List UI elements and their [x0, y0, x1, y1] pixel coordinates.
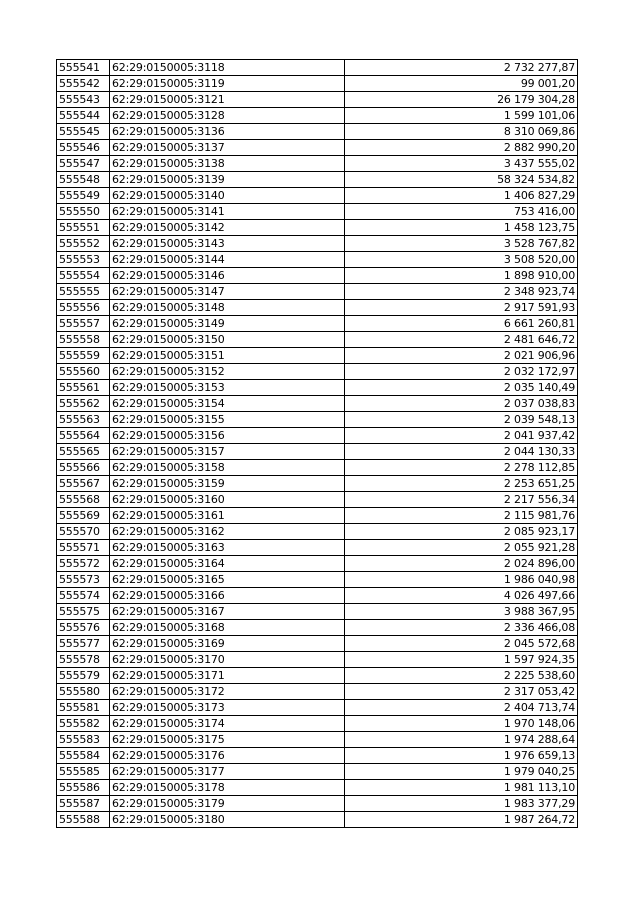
table-row	[57, 812, 578, 828]
row-number-cell: 555584	[57, 748, 110, 764]
table-row	[57, 92, 578, 108]
cadastral-value-cell: 2 217 556,34	[345, 492, 578, 508]
cadastral-value-cell: 2 917 591,93	[345, 300, 578, 316]
cadastral-value-cell: 2 035 140,49	[345, 380, 578, 396]
cadastral-number-cell: 62:29:0150005:3128	[110, 108, 345, 124]
row-number-cell: 555553	[57, 252, 110, 268]
row-number-cell: 555578	[57, 652, 110, 668]
cadastral-value-cell: 26 179 304,28	[345, 92, 578, 108]
cadastral-number-cell: 62:29:0150005:3150	[110, 332, 345, 348]
table-row	[57, 412, 578, 428]
row-number-cell: 555557	[57, 316, 110, 332]
row-number-cell: 555554	[57, 268, 110, 284]
cadastral-number-cell: 62:29:0150005:3168	[110, 620, 345, 636]
row-number-cell: 555560	[57, 364, 110, 380]
row-number-cell: 555542	[57, 76, 110, 92]
cadastral-value-cell: 2 115 981,76	[345, 508, 578, 524]
table-row	[57, 508, 578, 524]
cadastral-number-cell: 62:29:0150005:3165	[110, 572, 345, 588]
cadastral-number-cell: 62:29:0150005:3178	[110, 780, 345, 796]
table-body	[57, 60, 578, 828]
cadastral-value-cell: 2 317 053,42	[345, 684, 578, 700]
table-row	[57, 588, 578, 604]
table-row	[57, 76, 578, 92]
table-row	[57, 396, 578, 412]
cadastral-value-cell: 1 599 101,06	[345, 108, 578, 124]
table-row	[57, 236, 578, 252]
cadastral-number-cell: 62:29:0150005:3169	[110, 636, 345, 652]
table-row	[57, 556, 578, 572]
cadastral-value-cell: 6 661 260,81	[345, 316, 578, 332]
table-row	[57, 140, 578, 156]
cadastral-number-cell: 62:29:0150005:3147	[110, 284, 345, 300]
cadastral-value-cell: 2 039 548,13	[345, 412, 578, 428]
row-number-cell: 555548	[57, 172, 110, 188]
cadastral-number-cell: 62:29:0150005:3155	[110, 412, 345, 428]
cadastral-value-cell: 2 045 572,68	[345, 636, 578, 652]
table-row	[57, 252, 578, 268]
cadastral-number-cell: 62:29:0150005:3180	[110, 812, 345, 828]
cadastral-value-cell: 1 976 659,13	[345, 748, 578, 764]
table-row	[57, 780, 578, 796]
row-number-cell: 555573	[57, 572, 110, 588]
cadastral-value-cell: 2 225 538,60	[345, 668, 578, 684]
row-number-cell: 555561	[57, 380, 110, 396]
cadastral-number-cell: 62:29:0150005:3159	[110, 476, 345, 492]
cadastral-value-cell: 1 458 123,75	[345, 220, 578, 236]
table-row	[57, 188, 578, 204]
cadastral-value-cell: 1 974 288,64	[345, 732, 578, 748]
table-row	[57, 460, 578, 476]
table-row	[57, 108, 578, 124]
table-row	[57, 732, 578, 748]
table-row	[57, 172, 578, 188]
table-row	[57, 524, 578, 540]
cadastral-value-cell: 8 310 069,86	[345, 124, 578, 140]
row-number-cell: 555568	[57, 492, 110, 508]
row-number-cell: 555581	[57, 700, 110, 716]
cadastral-number-cell: 62:29:0150005:3141	[110, 204, 345, 220]
cadastral-value-cell: 753 416,00	[345, 204, 578, 220]
cadastral-value-cell: 2 037 038,83	[345, 396, 578, 412]
cadastral-number-cell: 62:29:0150005:3136	[110, 124, 345, 140]
cadastral-number-cell: 62:29:0150005:3164	[110, 556, 345, 572]
row-number-cell: 555544	[57, 108, 110, 124]
cadastral-number-cell: 62:29:0150005:3170	[110, 652, 345, 668]
cadastral-number-cell: 62:29:0150005:3140	[110, 188, 345, 204]
cadastral-value-cell: 1 597 924,35	[345, 652, 578, 668]
table-row	[57, 428, 578, 444]
table-row	[57, 156, 578, 172]
cadastral-value-cell: 1 981 113,10	[345, 780, 578, 796]
cadastral-value-cell: 2 085 923,17	[345, 524, 578, 540]
row-number-cell: 555562	[57, 396, 110, 412]
cadastral-number-cell: 62:29:0150005:3142	[110, 220, 345, 236]
row-number-cell: 555552	[57, 236, 110, 252]
cadastral-value-cell: 2 732 277,87	[345, 60, 578, 76]
cadastral-number-cell: 62:29:0150005:3176	[110, 748, 345, 764]
table-row	[57, 380, 578, 396]
cadastral-number-cell: 62:29:0150005:3158	[110, 460, 345, 476]
cadastral-value-cell: 3 508 520,00	[345, 252, 578, 268]
row-number-cell: 555543	[57, 92, 110, 108]
cadastral-value-cell: 2 348 923,74	[345, 284, 578, 300]
row-number-cell: 555582	[57, 716, 110, 732]
cadastral-number-cell: 62:29:0150005:3148	[110, 300, 345, 316]
row-number-cell: 555576	[57, 620, 110, 636]
table-row	[57, 572, 578, 588]
cadastral-value-cell: 2 055 921,28	[345, 540, 578, 556]
cadastral-number-cell: 62:29:0150005:3151	[110, 348, 345, 364]
cadastral-value-cell: 2 336 466,08	[345, 620, 578, 636]
cadastral-value-cell: 1 970 148,06	[345, 716, 578, 732]
cadastral-number-cell: 62:29:0150005:3177	[110, 764, 345, 780]
table-row	[57, 764, 578, 780]
cadastral-number-cell: 62:29:0150005:3152	[110, 364, 345, 380]
cadastral-number-cell: 62:29:0150005:3173	[110, 700, 345, 716]
cadastral-value-cell: 2 882 990,20	[345, 140, 578, 156]
table-row	[57, 684, 578, 700]
cadastral-value-cell: 2 044 130,33	[345, 444, 578, 460]
row-number-cell: 555550	[57, 204, 110, 220]
row-number-cell: 555551	[57, 220, 110, 236]
row-number-cell: 555547	[57, 156, 110, 172]
cadastral-value-cell: 1 406 827,29	[345, 188, 578, 204]
cadastral-value-cell: 2 404 713,74	[345, 700, 578, 716]
row-number-cell: 555558	[57, 332, 110, 348]
cadastral-number-cell: 62:29:0150005:3161	[110, 508, 345, 524]
table-row	[57, 604, 578, 620]
cadastral-value-cell: 58 324 534,82	[345, 172, 578, 188]
cadastral-number-cell: 62:29:0150005:3154	[110, 396, 345, 412]
cadastral-value-cell: 2 253 651,25	[345, 476, 578, 492]
table-row	[57, 316, 578, 332]
row-number-cell: 555588	[57, 812, 110, 828]
cadastral-value-cell: 3 988 367,95	[345, 604, 578, 620]
table-row	[57, 540, 578, 556]
cadastral-number-cell: 62:29:0150005:3119	[110, 76, 345, 92]
table-row	[57, 348, 578, 364]
table-row	[57, 476, 578, 492]
cadastral-number-cell: 62:29:0150005:3172	[110, 684, 345, 700]
row-number-cell: 555549	[57, 188, 110, 204]
cadastral-number-cell: 62:29:0150005:3143	[110, 236, 345, 252]
cadastral-value-cell: 1 983 377,29	[345, 796, 578, 812]
row-number-cell: 555555	[57, 284, 110, 300]
table-row	[57, 796, 578, 812]
cadastral-number-cell: 62:29:0150005:3121	[110, 92, 345, 108]
table-row	[57, 716, 578, 732]
cadastral-value-cell: 2 041 937,42	[345, 428, 578, 444]
row-number-cell: 555575	[57, 604, 110, 620]
table-row	[57, 204, 578, 220]
table-row	[57, 700, 578, 716]
cadastral-number-cell: 62:29:0150005:3137	[110, 140, 345, 156]
row-number-cell: 555556	[57, 300, 110, 316]
row-number-cell: 555574	[57, 588, 110, 604]
row-number-cell: 555579	[57, 668, 110, 684]
cadastral-number-cell: 62:29:0150005:3146	[110, 268, 345, 284]
cadastral-number-cell: 62:29:0150005:3144	[110, 252, 345, 268]
cadastral-number-cell: 62:29:0150005:3162	[110, 524, 345, 540]
cadastral-number-cell: 62:29:0150005:3171	[110, 668, 345, 684]
cadastral-value-cell: 3 528 767,82	[345, 236, 578, 252]
row-number-cell: 555571	[57, 540, 110, 556]
table-row	[57, 268, 578, 284]
cadastral-number-cell: 62:29:0150005:3138	[110, 156, 345, 172]
table-row	[57, 300, 578, 316]
table-row	[57, 332, 578, 348]
cadastral-value-cell: 1 986 040,98	[345, 572, 578, 588]
table-row	[57, 668, 578, 684]
row-number-cell: 555541	[57, 60, 110, 76]
row-number-cell: 555559	[57, 348, 110, 364]
cadastral-value-cell: 2 032 172,97	[345, 364, 578, 380]
cadastral-number-cell: 62:29:0150005:3175	[110, 732, 345, 748]
table-row	[57, 364, 578, 380]
table-row	[57, 620, 578, 636]
cadastral-value-cell: 4 026 497,66	[345, 588, 578, 604]
row-number-cell: 555570	[57, 524, 110, 540]
row-number-cell: 555572	[57, 556, 110, 572]
cadastral-value-cell: 2 021 906,96	[345, 348, 578, 364]
row-number-cell: 555566	[57, 460, 110, 476]
row-number-cell: 555564	[57, 428, 110, 444]
cadastral-number-cell: 62:29:0150005:3153	[110, 380, 345, 396]
cadastral-number-cell: 62:29:0150005:3139	[110, 172, 345, 188]
table-row	[57, 60, 578, 76]
row-number-cell: 555577	[57, 636, 110, 652]
cadastral-number-cell: 62:29:0150005:3167	[110, 604, 345, 620]
row-number-cell: 555545	[57, 124, 110, 140]
row-number-cell: 555569	[57, 508, 110, 524]
row-number-cell: 555546	[57, 140, 110, 156]
cadastral-value-table	[56, 59, 578, 828]
cadastral-value-cell: 99 001,20	[345, 76, 578, 92]
table-row	[57, 220, 578, 236]
table-row	[57, 492, 578, 508]
cadastral-number-cell: 62:29:0150005:3118	[110, 60, 345, 76]
row-number-cell: 555580	[57, 684, 110, 700]
cadastral-number-cell: 62:29:0150005:3157	[110, 444, 345, 460]
cadastral-value-cell: 2 278 112,85	[345, 460, 578, 476]
row-number-cell: 555563	[57, 412, 110, 428]
table-row	[57, 124, 578, 140]
table-row	[57, 652, 578, 668]
cadastral-value-cell: 2 024 896,00	[345, 556, 578, 572]
cadastral-number-cell: 62:29:0150005:3160	[110, 492, 345, 508]
cadastral-value-cell: 1 979 040,25	[345, 764, 578, 780]
cadastral-number-cell: 62:29:0150005:3163	[110, 540, 345, 556]
row-number-cell: 555567	[57, 476, 110, 492]
table-row	[57, 444, 578, 460]
row-number-cell: 555583	[57, 732, 110, 748]
table-row	[57, 748, 578, 764]
cadastral-value-cell: 3 437 555,02	[345, 156, 578, 172]
row-number-cell: 555587	[57, 796, 110, 812]
cadastral-value-cell: 1 898 910,00	[345, 268, 578, 284]
cadastral-number-cell: 62:29:0150005:3156	[110, 428, 345, 444]
table-row	[57, 636, 578, 652]
row-number-cell: 555565	[57, 444, 110, 460]
row-number-cell: 555585	[57, 764, 110, 780]
cadastral-number-cell: 62:29:0150005:3166	[110, 588, 345, 604]
cadastral-number-cell: 62:29:0150005:3179	[110, 796, 345, 812]
cadastral-number-cell: 62:29:0150005:3149	[110, 316, 345, 332]
cadastral-value-cell: 1 987 264,72	[345, 812, 578, 828]
cadastral-value-cell: 2 481 646,72	[345, 332, 578, 348]
table-row	[57, 284, 578, 300]
cadastral-number-cell: 62:29:0150005:3174	[110, 716, 345, 732]
row-number-cell: 555586	[57, 780, 110, 796]
